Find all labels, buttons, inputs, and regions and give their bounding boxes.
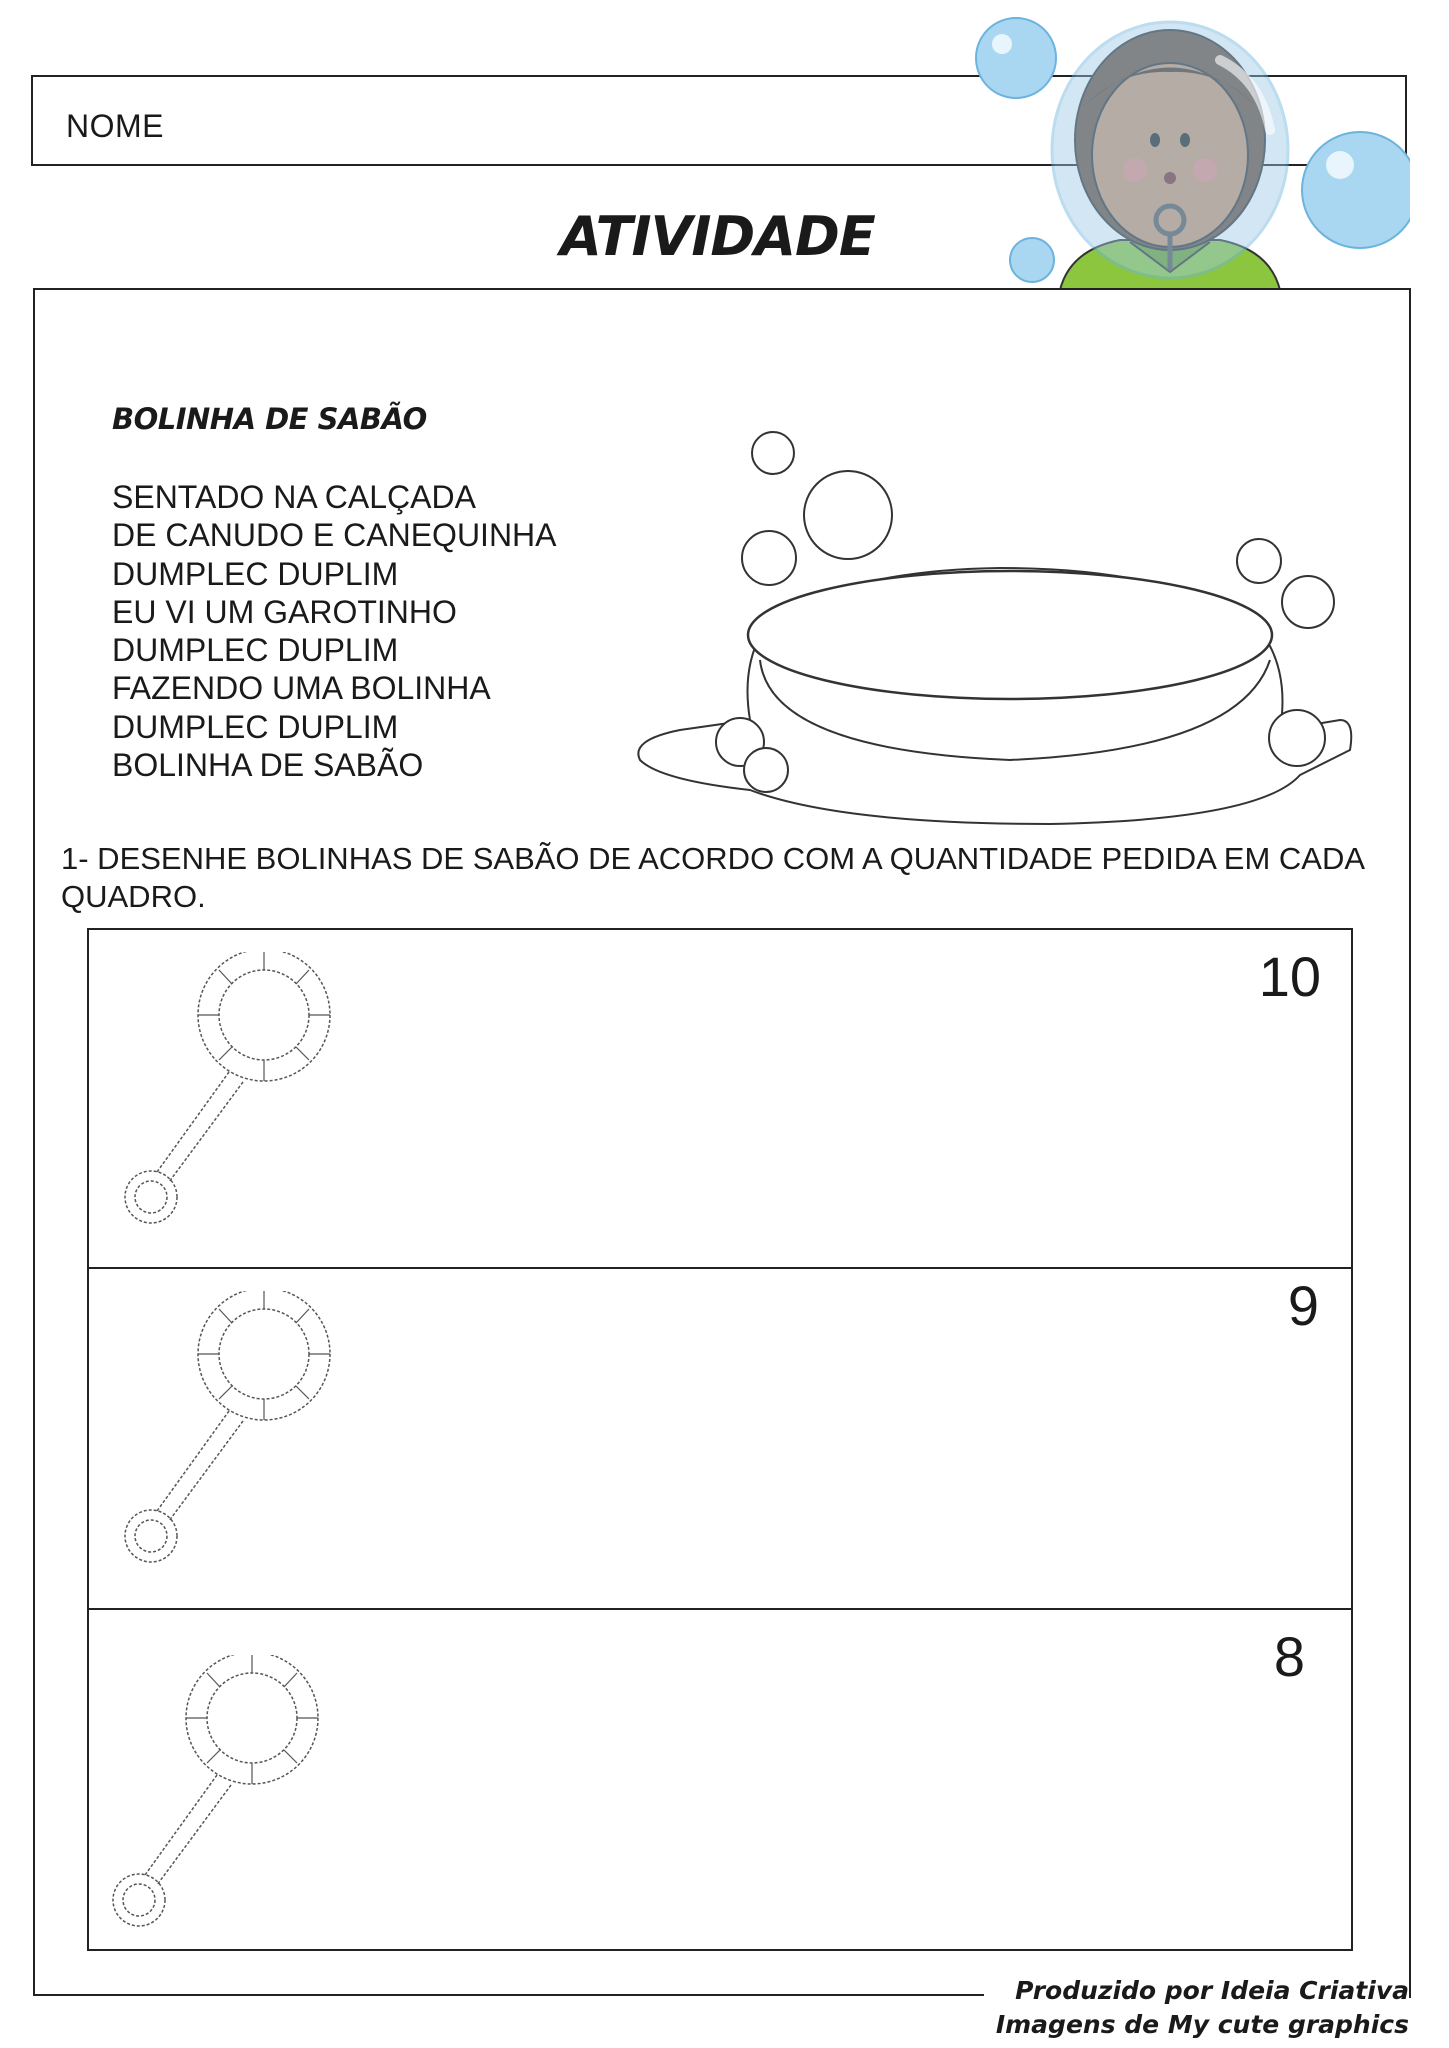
poem-line: FAZENDO UMA BOLINHA	[112, 670, 491, 707]
bubble-count: 8	[1273, 1625, 1305, 1688]
drawing-box[interactable]	[89, 930, 1351, 1269]
poem-line: BOLINHA DE SABÃO	[112, 747, 424, 784]
soap-bar-icon	[620, 420, 1365, 830]
poem-line: DUMPLEC DUPLIM	[112, 555, 399, 592]
bubble-wand-icon	[119, 952, 349, 1252]
credits-line-images: Imagens de My cute graphics	[995, 2010, 1409, 2039]
drawing-box[interactable]	[89, 1610, 1351, 1951]
poem-title: BOLINHA DE SABÃO	[112, 402, 427, 436]
page-title: ATIVIDADE	[560, 205, 875, 268]
drawing-box[interactable]	[89, 1269, 1351, 1610]
instruction-text: 1- DESENHE BOLINHAS DE SABÃO DE ACORDO COM A QUANTIDADE PEDIDA EM CADA QUADRO.	[61, 841, 1364, 914]
bubble-count: 10	[1258, 945, 1321, 1008]
name-label: NOME	[66, 108, 164, 144]
bubble-wand-icon	[107, 1655, 337, 1955]
bubble-wand-icon	[119, 1291, 349, 1591]
poem-line: EU VI UM GAROTINHO	[112, 593, 457, 630]
poem-line: DE CANUDO E CANEQUINHA	[112, 517, 557, 554]
credits-line-producer: Produzido por Ideia Criativa	[1015, 1976, 1409, 2005]
bubble-count: 9	[1287, 1274, 1319, 1337]
poem-text	[112, 478, 557, 784]
poem-line: SENTADO NA CALÇADA	[112, 479, 476, 515]
credits	[984, 1974, 1409, 2042]
poem-line: DUMPLEC DUPLIM	[112, 708, 399, 745]
child-in-bubble-icon	[970, 10, 1410, 290]
drawing-grid	[87, 928, 1353, 1951]
poem-line: DUMPLEC DUPLIM	[112, 632, 399, 669]
